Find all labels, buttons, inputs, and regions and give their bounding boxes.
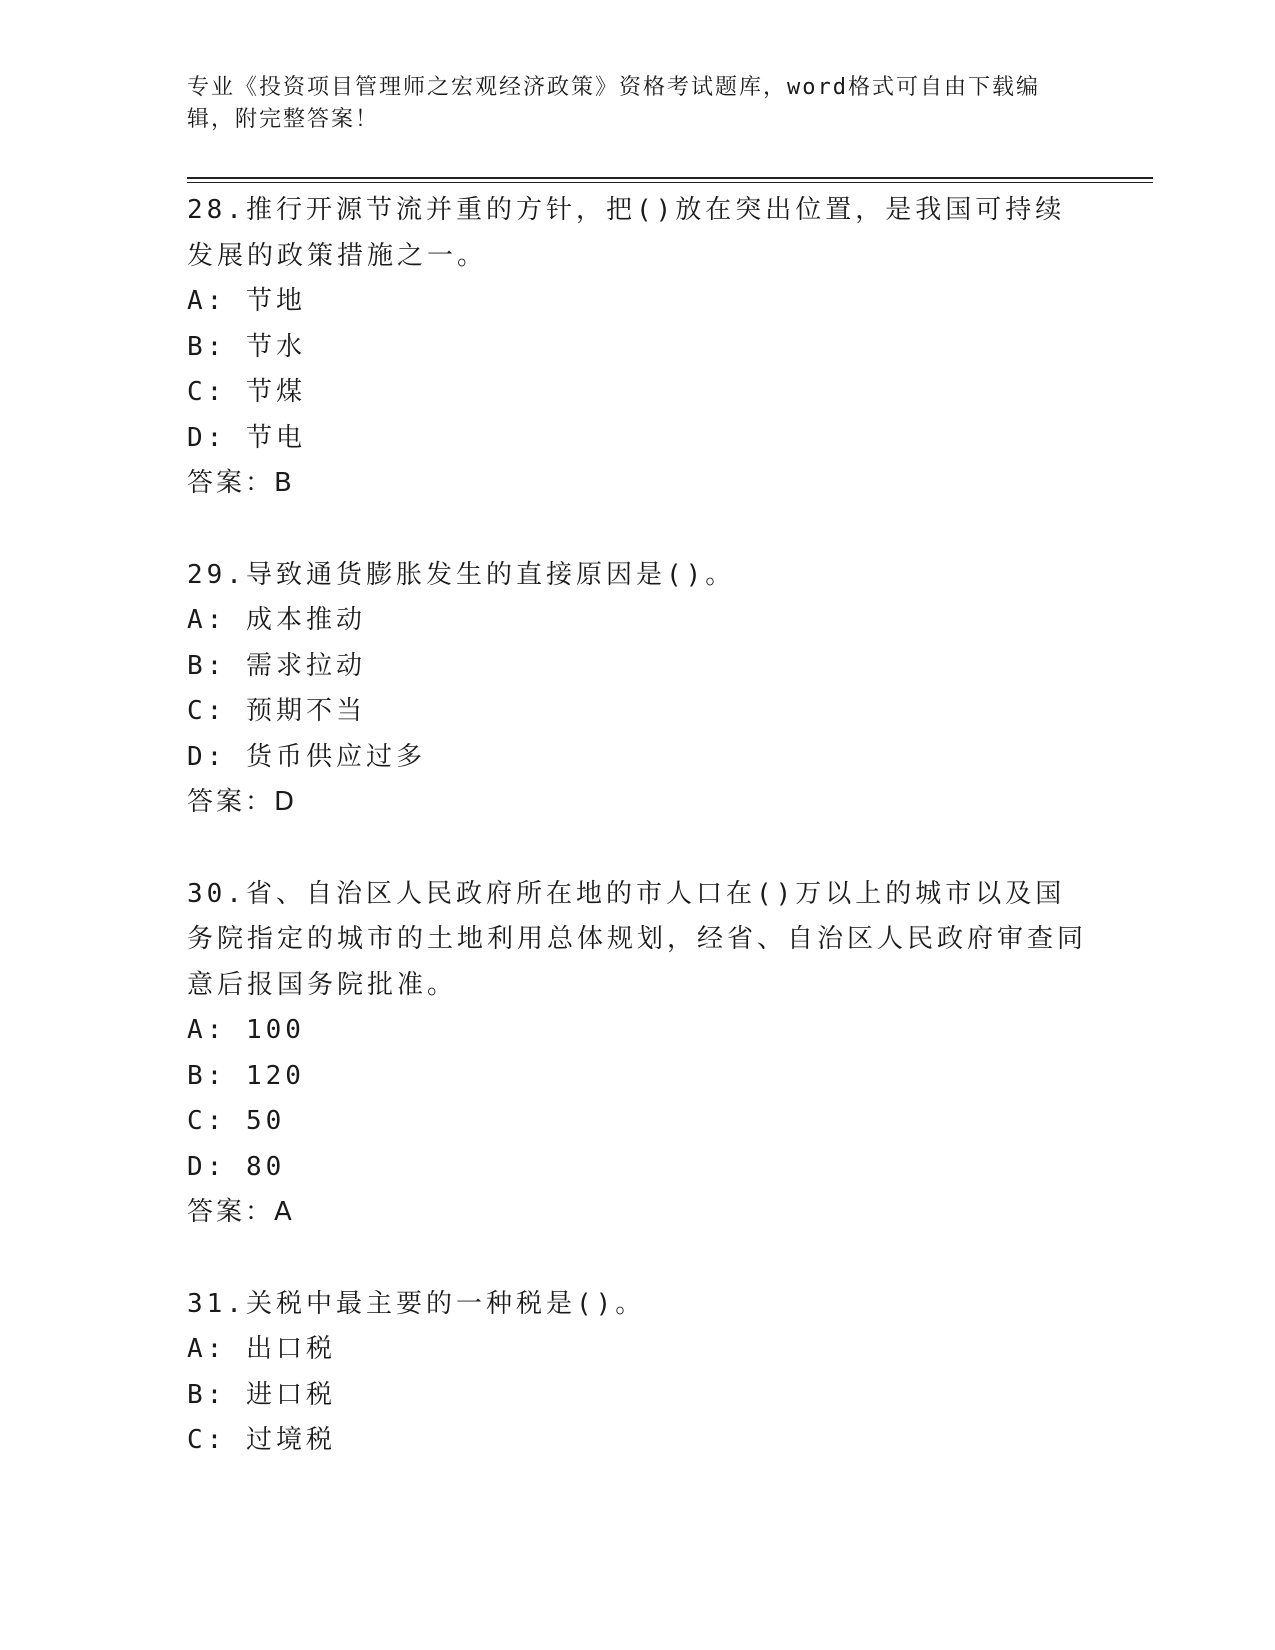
- question-29: [187, 553, 1087, 826]
- question-stem: 29.导致通货膨胀发生的直接原因是()。: [187, 559, 736, 590]
- option-a: A: 节地: [187, 286, 306, 316]
- question-28: [187, 188, 1087, 507]
- question-stem: 28.推行开源节流并重的方针，把()放在突出位置，是我国可持续发展的政策措施之一。: [187, 195, 1066, 271]
- option-a: A: 成本推动: [187, 605, 366, 635]
- question-stem: 31.关税中最主要的一种税是()。: [187, 1288, 646, 1319]
- answer-line: 答案：D: [187, 787, 298, 817]
- option-c: C: 50: [187, 1106, 286, 1136]
- header-rule-thin: [187, 182, 1153, 183]
- question-stem: 30.省、自治区人民政府所在地的市人口在()万以上的城市以及国务院指定的城市的土地利用总体规划，经省、自治区人民政府审查同意后报国务院批准。: [187, 878, 1088, 1000]
- question-31: [187, 1282, 1087, 1464]
- question-list: [187, 188, 1087, 1510]
- question-30: [187, 872, 1087, 1236]
- option-a: A: 出口税: [187, 1334, 336, 1364]
- option-d: D: 80: [187, 1151, 286, 1182]
- option-c: C: 预期不当: [187, 696, 366, 726]
- option-b: B: 120: [187, 1060, 305, 1091]
- option-c: C: 节煤: [187, 377, 306, 407]
- option-b: B: 进口税: [187, 1379, 336, 1410]
- answer-line: 答案：B: [187, 468, 295, 498]
- option-b: B: 节水: [187, 331, 306, 362]
- option-c: C: 过境税: [187, 1425, 336, 1455]
- answer-line: 答案：A: [187, 1197, 295, 1227]
- option-d: D: 节电: [187, 422, 306, 453]
- document-header: 专业《投资项目管理师之宏观经济政策》资格考试题库，word格式可自由下载编辑，附完整答案！: [187, 75, 1040, 132]
- option-a: A: 100: [187, 1015, 305, 1045]
- option-d: D: 货币供应过多: [187, 741, 426, 772]
- option-b: B: 需求拉动: [187, 650, 366, 681]
- header-rule-thick: [187, 177, 1153, 179]
